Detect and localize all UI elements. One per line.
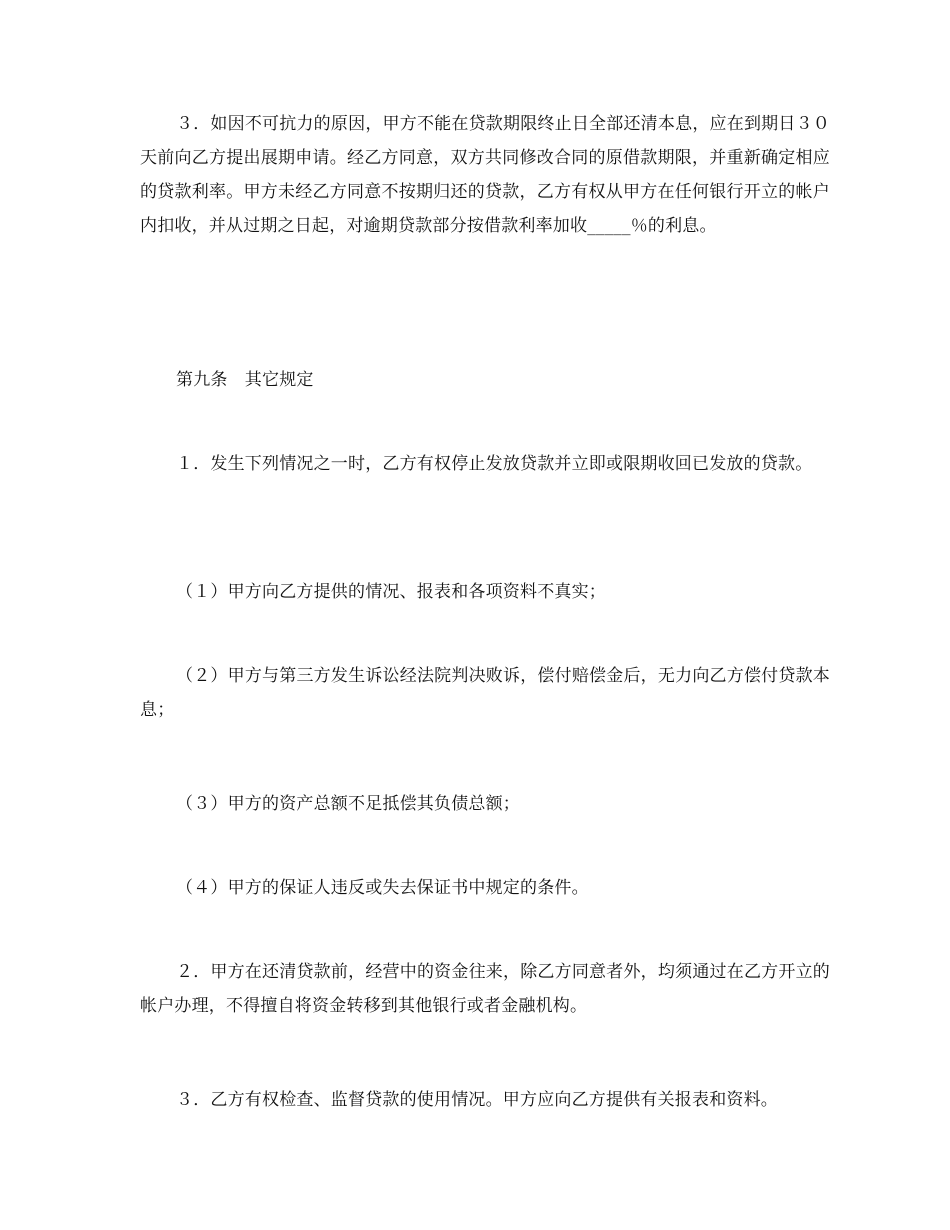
paragraph-item-1: （１）甲方向乙方提供的情况、报表和各项资料不真实； [176,582,606,602]
paragraph-clause-8-3: ３．如因不可抗力的原因，甲方不能在贷款期限终止日全部还清本息，应在到期日３０天前向乙方提出展期申请。经乙方同意，双方共同修改合同的原借款期限，并重新确定相应的贷款利率。甲方未经乙方同意不按期归还的贷款，乙方有权从甲方在任何银行开立的帐户内扣收，并从过期之日起，对逾期贷款部分按借款利率加收_____％的利息。 [140,114,830,236]
article-9-heading: 第九条 其它规定 [176,370,314,390]
paragraph-item-3: （３）甲方的资产总额不足抵偿其负债总额； [176,794,520,814]
paragraph-clause-9-3: ３．乙方有权检查、监督贷款的使用情况。甲方应向乙方提供有关报表和资料。 [176,1090,778,1110]
paragraph-item-2: （２）甲方与第三方发生诉讼经法院判决败诉，偿付赔偿金后，无力向乙方偿付贷款本息； [140,666,830,720]
paragraph-clause-9-1: １．发生下列情况之一时，乙方有权停止发放贷款并立即或限期收回已发放的贷款。 [176,454,813,474]
paragraph-clause-9-2: ２．甲方在还清贷款前，经营中的资金往来，除乙方同意者外，均须通过在乙方开立的帐户办理，不得擅自将资金转移到其他银行或者金融机构。 [140,962,830,1016]
paragraph-item-4: （４）甲方的保证人违反或失去保证书中规定的条件。 [176,878,589,898]
